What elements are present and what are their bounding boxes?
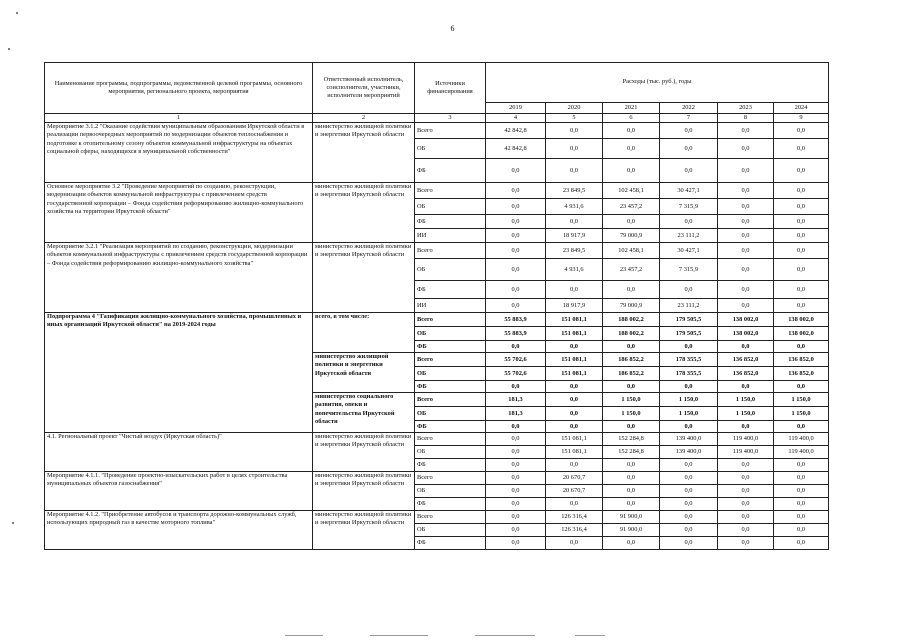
amount-cell: 0,0 [774, 459, 829, 472]
amount-cell: 0,0 [486, 259, 546, 281]
amount-cell: 7 315,9 [660, 259, 718, 281]
executor-name: министерство социального развития, опеки и попечительства Иркутской области [313, 393, 415, 433]
funding-source: Всего [415, 243, 486, 259]
amount-cell: 0,0 [718, 299, 774, 313]
amount-cell: 55 702,6 [486, 353, 546, 367]
table-header [45, 63, 829, 123]
funding-source: Всего [415, 393, 486, 407]
funding-source: ОБ [415, 446, 486, 459]
amount-cell: 0,0 [603, 341, 660, 353]
amount-cell: 0,0 [774, 215, 829, 229]
amount-cell: 0,0 [718, 459, 774, 472]
amount-cell: 0,0 [603, 498, 660, 511]
amount-cell: 126 316,4 [546, 524, 603, 537]
amount-cell: 23 111,2 [660, 229, 718, 243]
amount-cell: 0,0 [603, 215, 660, 229]
funding-source: ОБ [415, 407, 486, 421]
amount-cell: 0,0 [774, 537, 829, 550]
amount-cell: 0,0 [603, 159, 660, 183]
funding-source: ФБ [415, 459, 486, 472]
funding-source: ОБ [415, 139, 486, 159]
funding-source: Всего [415, 511, 486, 524]
amount-cell: 0,0 [774, 199, 829, 215]
amount-cell: 151 081,1 [546, 367, 603, 381]
amount-cell: 79 000,9 [603, 299, 660, 313]
amount-cell: 0,0 [603, 281, 660, 299]
amount-cell: 0,0 [718, 139, 774, 159]
amount-cell: 0,0 [546, 393, 603, 407]
header-name: Наименование программы, подпрограммы, ведомственной целевой программы, основного мероприятия, регионального проекта, мероприятия [45, 63, 313, 114]
amount-cell: 139 400,0 [660, 446, 718, 459]
amount-cell: 138 002,0 [774, 327, 829, 341]
amount-cell: 151 081,1 [546, 313, 603, 327]
funding-source: Всего [415, 183, 486, 199]
amount-cell: 0,0 [660, 485, 718, 498]
amount-cell: 152 284,8 [603, 446, 660, 459]
scan-speck [12, 522, 14, 524]
amount-cell: 0,0 [546, 215, 603, 229]
table-row [45, 123, 829, 139]
amount-cell: 0,0 [774, 485, 829, 498]
amount-cell: 23 111,2 [660, 299, 718, 313]
amount-cell: 0,0 [603, 123, 660, 139]
amount-cell: 0,0 [546, 381, 603, 393]
amount-cell: 0,0 [486, 433, 546, 446]
amount-cell: 55 883,9 [486, 313, 546, 327]
amount-cell: 7 315,9 [660, 199, 718, 215]
amount-cell: 1 150,0 [718, 407, 774, 421]
amount-cell: 0,0 [660, 281, 718, 299]
amount-cell: 1 150,0 [718, 393, 774, 407]
header-year: 2020 [546, 103, 603, 114]
amount-cell: 0,0 [774, 421, 829, 433]
amount-cell: 0,0 [774, 511, 829, 524]
amount-cell: 0,0 [774, 381, 829, 393]
amount-cell: 178 355,5 [660, 353, 718, 367]
funding-source: ОБ [415, 199, 486, 215]
amount-cell: 23 457,2 [603, 199, 660, 215]
amount-cell: 0,0 [546, 139, 603, 159]
column-number: 4 [486, 114, 546, 123]
amount-cell: 178 355,5 [660, 367, 718, 381]
amount-cell: 0,0 [603, 537, 660, 550]
amount-cell: 0,0 [660, 159, 718, 183]
scan-artifact-line [575, 635, 605, 636]
amount-cell: 186 852,2 [603, 353, 660, 367]
amount-cell: 0,0 [660, 421, 718, 433]
amount-cell: 0,0 [486, 281, 546, 299]
table-row [45, 511, 829, 524]
amount-cell: 0,0 [603, 139, 660, 159]
amount-cell: 0,0 [774, 259, 829, 281]
program-name: 4.1. Региональный проект "Чистый воздух (Иркутская область)" [45, 433, 313, 472]
funding-source: Всего [415, 472, 486, 485]
amount-cell: 179 505,5 [660, 327, 718, 341]
amount-cell: 0,0 [486, 472, 546, 485]
executor-name: министерство жилищной политики и энергетики Иркутской области [313, 472, 415, 511]
column-number: 2 [313, 114, 415, 123]
amount-cell: 20 670,7 [546, 485, 603, 498]
page-number: 6 [450, 24, 455, 33]
amount-cell: 0,0 [718, 123, 774, 139]
funding-source: ФБ [415, 381, 486, 393]
table-row [45, 472, 829, 485]
amount-cell: 0,0 [774, 498, 829, 511]
financing-table [44, 62, 829, 550]
amount-cell: 1 150,0 [774, 407, 829, 421]
amount-cell: 23 457,2 [603, 259, 660, 281]
amount-cell: 0,0 [718, 524, 774, 537]
funding-source: Всего [415, 123, 486, 139]
amount-cell: 151 081,1 [546, 433, 603, 446]
amount-cell: 0,0 [660, 472, 718, 485]
amount-cell: 181,3 [486, 407, 546, 421]
amount-cell: 136 852,0 [718, 353, 774, 367]
program-name: Подпрограмма 4 "Газификация жилищно-коммунального хозяйства, промышленных и иных организаций Иркутской области" на 2019-2024 годы [45, 313, 313, 433]
executor-name: министерство жилищной политики и энергетики Иркутской области [313, 511, 415, 550]
amount-cell: 0,0 [546, 159, 603, 183]
table-body [45, 123, 829, 550]
header-year: 2022 [660, 103, 718, 114]
amount-cell: 20 670,7 [546, 472, 603, 485]
column-number: 7 [660, 114, 718, 123]
amount-cell: 4 931,6 [546, 259, 603, 281]
executor-name: министерство жилищной политики и энергетики Иркутской области [313, 243, 415, 313]
amount-cell: 0,0 [486, 341, 546, 353]
amount-cell: 0,0 [660, 341, 718, 353]
table-row [45, 433, 829, 446]
amount-cell: 0,0 [718, 537, 774, 550]
amount-cell: 0,0 [486, 199, 546, 215]
funding-source: ФБ [415, 421, 486, 433]
amount-cell: 0,0 [546, 498, 603, 511]
program-name: Мероприятие 3.2.1 "Реализация мероприятий по созданию, реконструкции, модернизации объектов коммунальной инфраструктуры с привлечением средств государственной корпорации – Фонда содействия реформированию жилищно-коммунального хозяйства" [45, 243, 313, 313]
amount-cell: 0,0 [603, 485, 660, 498]
amount-cell: 0,0 [546, 341, 603, 353]
amount-cell: 0,0 [546, 123, 603, 139]
amount-cell: 1 150,0 [660, 393, 718, 407]
amount-cell: 23 849,5 [546, 183, 603, 199]
amount-cell: 0,0 [486, 511, 546, 524]
amount-cell: 0,0 [718, 381, 774, 393]
program-name: Мероприятие 3.1.2 "Оказание содействия муниципальным образованиям Иркутской области в реализации первоочередных мероприятий по модернизации объектов теплоснабжения и подготовке к отопительному сезону объектов коммунальной инфраструктуры на объектах социальной сферы, находящихся в муниципальной собственности" [45, 123, 313, 183]
amount-cell: 102 458,1 [603, 183, 660, 199]
amount-cell: 0,0 [774, 159, 829, 183]
amount-cell: 102 458,1 [603, 243, 660, 259]
scan-speck [8, 48, 10, 50]
amount-cell: 30 427,1 [660, 183, 718, 199]
amount-cell: 0,0 [774, 281, 829, 299]
amount-cell: 30 427,1 [660, 243, 718, 259]
amount-cell: 0,0 [718, 159, 774, 183]
table-row [45, 243, 829, 259]
amount-cell: 188 002,2 [603, 327, 660, 341]
column-number: 3 [415, 114, 486, 123]
header-year: 2023 [718, 103, 774, 114]
amount-cell: 42 842,8 [486, 123, 546, 139]
amount-cell: 0,0 [486, 446, 546, 459]
amount-cell: 0,0 [486, 183, 546, 199]
amount-cell: 0,0 [718, 341, 774, 353]
amount-cell: 0,0 [718, 183, 774, 199]
amount-cell: 0,0 [660, 139, 718, 159]
amount-cell: 0,0 [486, 498, 546, 511]
amount-cell: 0,0 [546, 421, 603, 433]
amount-cell: 151 081,1 [546, 353, 603, 367]
amount-cell: 91 900,0 [603, 511, 660, 524]
executor-name: министерство жилищной политики и энергетики Иркутской области [313, 353, 415, 393]
column-number: 1 [45, 114, 313, 123]
column-number: 5 [546, 114, 603, 123]
amount-cell: 0,0 [603, 472, 660, 485]
amount-cell: 0,0 [774, 243, 829, 259]
amount-cell: 0,0 [718, 485, 774, 498]
amount-cell: 136 852,0 [774, 353, 829, 367]
amount-cell: 0,0 [660, 459, 718, 472]
amount-cell: 0,0 [660, 215, 718, 229]
amount-cell: 0,0 [603, 381, 660, 393]
column-number: 8 [718, 114, 774, 123]
header-sources: Источники финансирования [415, 63, 486, 114]
amount-cell: 18 917,9 [546, 229, 603, 243]
amount-cell: 0,0 [718, 472, 774, 485]
amount-cell: 1 150,0 [774, 393, 829, 407]
funding-source: Всего [415, 313, 486, 327]
amount-cell: 0,0 [486, 159, 546, 183]
funding-source: ФБ [415, 281, 486, 299]
amount-cell: 188 002,2 [603, 313, 660, 327]
program-name: Основное мероприятие 3.2 "Проведение мероприятий по созданию, реконструкции, модернизации объектов коммунальной инфраструктуры с привлечением средств государственной корпорации – Фонда содействия реформированию жилищно-коммунального хозяйства на территории Иркутской области" [45, 183, 313, 243]
column-number: 9 [774, 114, 829, 123]
amount-cell: 0,0 [546, 537, 603, 550]
header-executor: Ответственный исполнитель, соисполнители, участники, исполнители мероприятий [313, 63, 415, 114]
amount-cell: 0,0 [660, 524, 718, 537]
amount-cell: 91 900,0 [603, 524, 660, 537]
amount-cell: 0,0 [486, 229, 546, 243]
amount-cell: 55 702,6 [486, 367, 546, 381]
executor-name: министерство жилищной политики и энергетики Иркутской области [313, 123, 415, 183]
amount-cell: 186 852,2 [603, 367, 660, 381]
amount-cell: 151 081,1 [546, 327, 603, 341]
amount-cell: 0,0 [718, 199, 774, 215]
amount-cell: 119 400,0 [774, 433, 829, 446]
amount-cell: 1 150,0 [603, 407, 660, 421]
funding-source: ФБ [415, 537, 486, 550]
amount-cell: 4 931,6 [546, 199, 603, 215]
amount-cell: 138 002,0 [774, 313, 829, 327]
amount-cell: 0,0 [486, 524, 546, 537]
amount-cell: 0,0 [486, 215, 546, 229]
amount-cell: 0,0 [774, 183, 829, 199]
amount-cell: 0,0 [660, 511, 718, 524]
funding-source: ОБ [415, 327, 486, 341]
funding-source: ИИ [415, 299, 486, 313]
amount-cell: 119 400,0 [718, 446, 774, 459]
program-name: Мероприятие 4.1.1. "Проведение проектно-изыскательских работ в целях строительства муниципальных объектов газоснабжения" [45, 472, 313, 511]
amount-cell: 0,0 [546, 281, 603, 299]
amount-cell: 181,3 [486, 393, 546, 407]
amount-cell: 0,0 [718, 498, 774, 511]
amount-cell: 0,0 [718, 215, 774, 229]
scan-artifact-line [370, 635, 428, 636]
amount-cell: 0,0 [486, 299, 546, 313]
funding-source: ФБ [415, 341, 486, 353]
amount-cell: 0,0 [486, 243, 546, 259]
amount-cell: 136 852,0 [774, 367, 829, 381]
amount-cell: 0,0 [660, 381, 718, 393]
amount-cell: 79 000,9 [603, 229, 660, 243]
amount-cell: 1 150,0 [660, 407, 718, 421]
amount-cell: 23 849,5 [546, 243, 603, 259]
amount-cell: 0,0 [718, 281, 774, 299]
amount-cell: 0,0 [660, 123, 718, 139]
funding-source: ОБ [415, 367, 486, 381]
table-row [45, 313, 829, 327]
executor-name: министерство жилищной политики и энергетики Иркутской области [313, 183, 415, 243]
amount-cell: 0,0 [486, 537, 546, 550]
amount-cell: 18 917,9 [546, 299, 603, 313]
amount-cell: 0,0 [774, 341, 829, 353]
amount-cell: 0,0 [546, 459, 603, 472]
amount-cell: 42 842,8 [486, 139, 546, 159]
funding-source: ФБ [415, 159, 486, 183]
amount-cell: 138 002,0 [718, 327, 774, 341]
column-number: 6 [603, 114, 660, 123]
funding-source: ФБ [415, 498, 486, 511]
amount-cell: 0,0 [603, 421, 660, 433]
funding-source: ОБ [415, 259, 486, 281]
amount-cell: 0,0 [546, 407, 603, 421]
amount-cell: 139 400,0 [660, 433, 718, 446]
amount-cell: 0,0 [774, 123, 829, 139]
amount-cell: 138 002,0 [718, 313, 774, 327]
scan-artifact-line [285, 635, 323, 636]
amount-cell: 0,0 [718, 511, 774, 524]
amount-cell: 1 150,0 [603, 393, 660, 407]
amount-cell: 0,0 [486, 485, 546, 498]
amount-cell: 119 400,0 [774, 446, 829, 459]
amount-cell: 55 883,9 [486, 327, 546, 341]
amount-cell: 0,0 [774, 229, 829, 243]
amount-cell: 0,0 [718, 229, 774, 243]
funding-source: Всего [415, 353, 486, 367]
amount-cell: 0,0 [486, 381, 546, 393]
funding-source: ОБ [415, 485, 486, 498]
scan-speck [16, 12, 18, 14]
amount-cell: 0,0 [718, 243, 774, 259]
executor-name: министерство жилищной политики и энергетики Иркутской области [313, 433, 415, 472]
funding-source: ФБ [415, 215, 486, 229]
amount-cell: 0,0 [774, 139, 829, 159]
table-row [45, 183, 829, 199]
amount-cell: 0,0 [486, 421, 546, 433]
amount-cell: 0,0 [660, 537, 718, 550]
amount-cell: 0,0 [603, 459, 660, 472]
funding-source: ОБ [415, 524, 486, 537]
header-year: 2019 [486, 103, 546, 114]
amount-cell: 179 505,5 [660, 313, 718, 327]
amount-cell: 136 852,0 [718, 367, 774, 381]
amount-cell: 0,0 [774, 299, 829, 313]
amount-cell: 119 400,0 [718, 433, 774, 446]
amount-cell: 151 081,1 [546, 446, 603, 459]
amount-cell: 152 284,8 [603, 433, 660, 446]
header-year: 2021 [603, 103, 660, 114]
amount-cell: 0,0 [774, 524, 829, 537]
amount-cell: 0,0 [486, 459, 546, 472]
header-year: 2024 [774, 103, 829, 114]
amount-cell: 0,0 [718, 421, 774, 433]
scan-artifact-line [475, 635, 535, 636]
funding-source: Всего [415, 433, 486, 446]
amount-cell: 0,0 [660, 498, 718, 511]
amount-cell: 0,0 [774, 472, 829, 485]
amount-cell: 0,0 [718, 259, 774, 281]
funding-source: ИИ [415, 229, 486, 243]
program-name: Мероприятие 4.1.2. "Приобретение автобусов и транспорта дорожно-коммунальных служб, использующих природный газ в качестве моторного топлива" [45, 511, 313, 550]
executor-name: всего, в том числе: [313, 313, 415, 353]
amount-cell: 126 316,4 [546, 511, 603, 524]
header-expenses: Расходы (тыс. руб.), годы [486, 63, 829, 103]
